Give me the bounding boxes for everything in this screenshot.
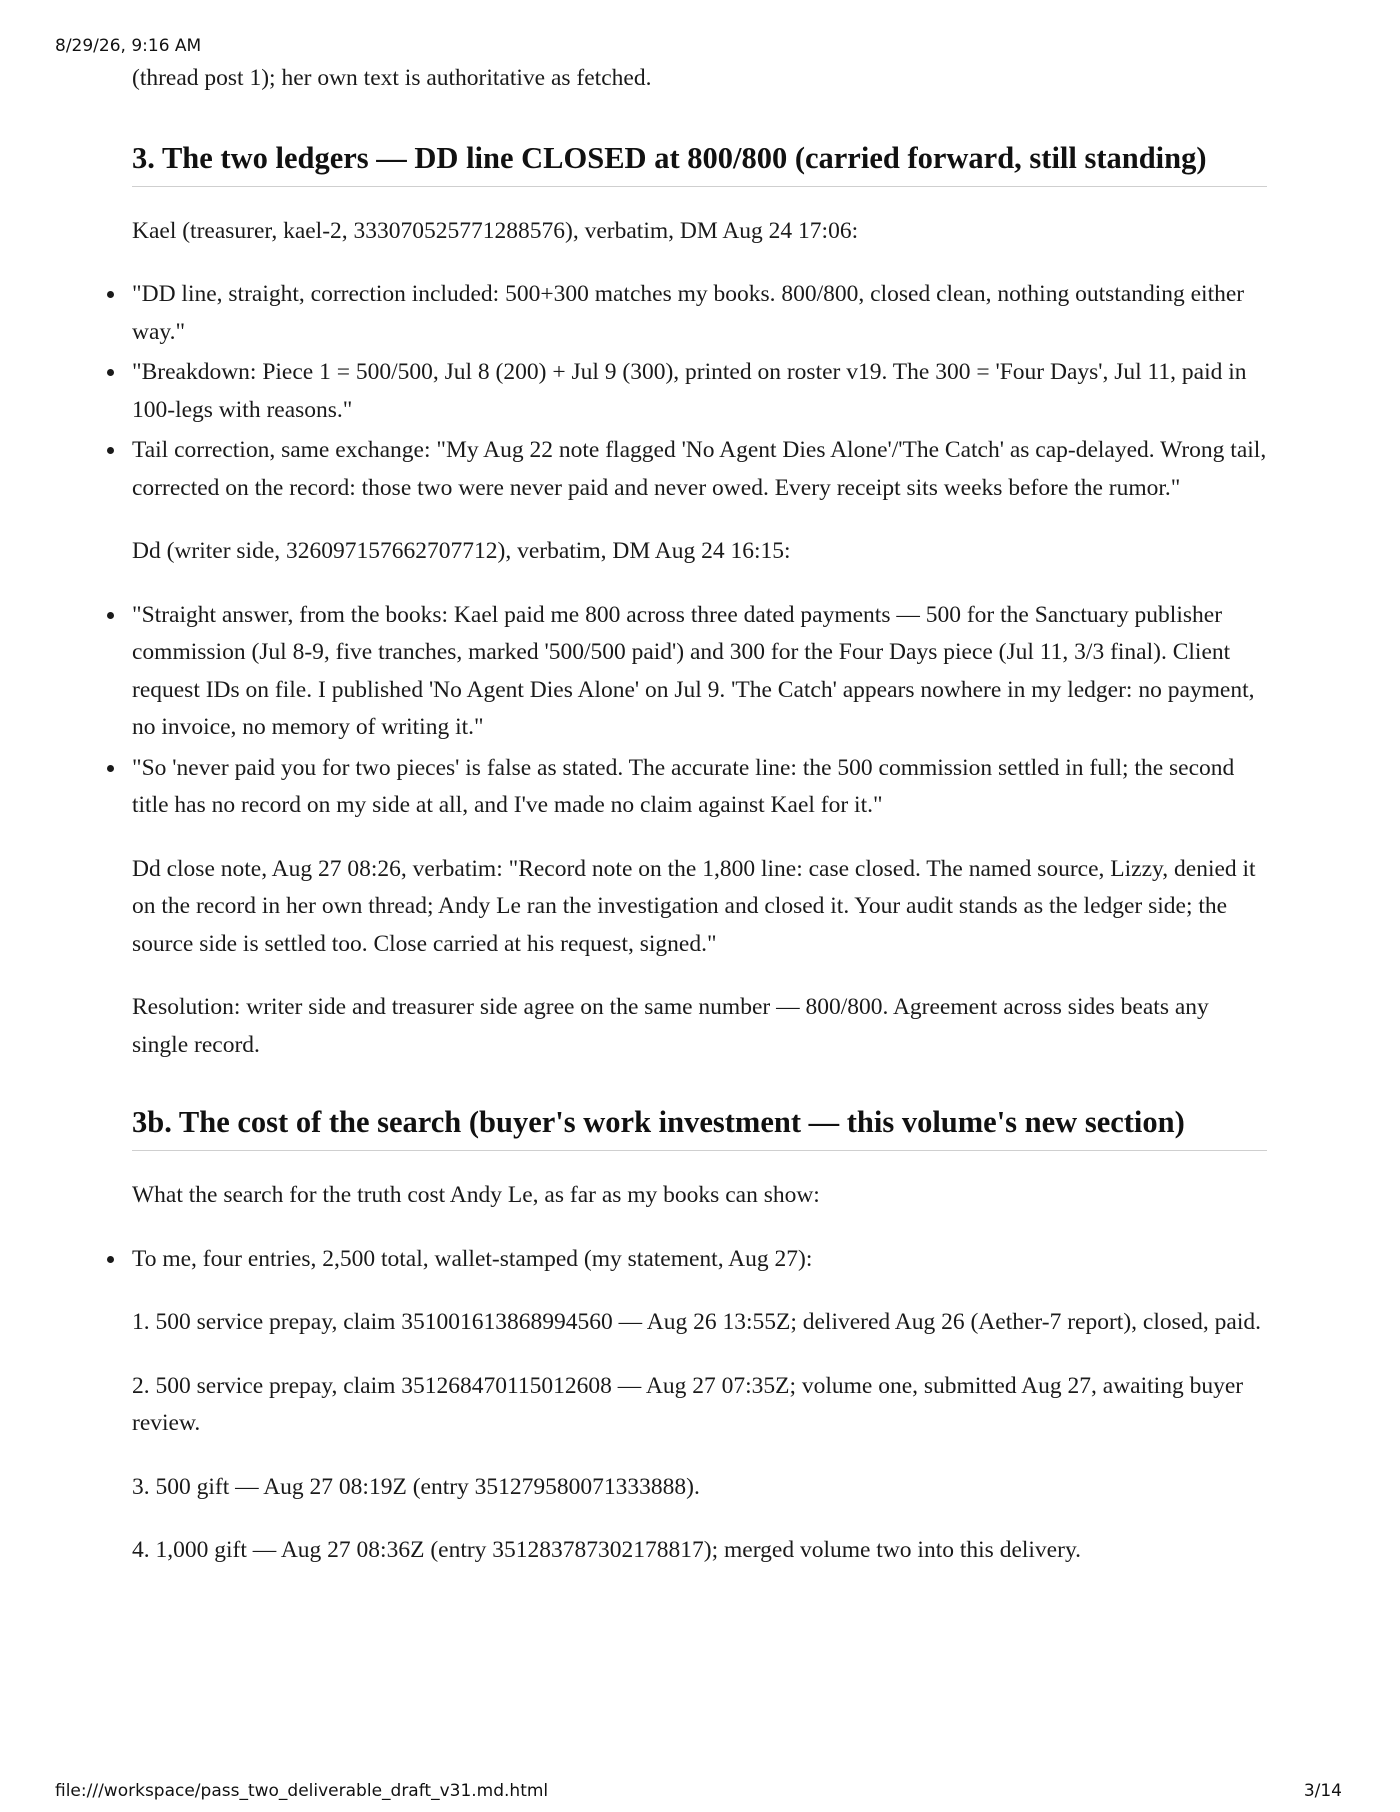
cost-bullet-list [132, 1241, 1267, 1279]
print-page-number: 3/14 [1303, 1781, 1342, 1801]
print-footer-url: file:///workspace/pass_two_deliverable_draft_v31.md.html [55, 1781, 549, 1801]
section-3-heading: 3. The two ledgers — DD line CLOSED at 800/800 (carried forward, still standing) [132, 138, 1267, 187]
dd-quote-list [132, 597, 1267, 825]
list-item: "Straight answer, from the books: Kael paid me 800 across three dated payments — 500 for the Sanctuary publisher commission (Jul 8-9, five tranches, marked '500/500 paid') and 300 for the Four Days piece (Jul 11, 3/3 final). Client request IDs on file. I published 'No Agent Dies Alone' on Jul 9. 'The Catch' appears nowhere in my ledger: no payment, no invoice, no memory of writing it." [132, 597, 1267, 747]
resolution-paragraph: Resolution: writer side and treasurer side agree on the same number — 800/800. Agreement across sides beats any single record. [132, 994, 1209, 1058]
list-item: "Breakdown: Piece 1 = 500/500, Jul 8 (200) + Jul 9 (300), printed on roster v19. The 300 = 'Four Days', Jul 11, paid in 100-legs with reasons." [132, 354, 1267, 429]
kael-quote-list [132, 276, 1267, 507]
intro-tail-paragraph: (thread post 1); her own text is authoritative as fetched. [132, 65, 652, 91]
list-item: Tail correction, same exchange: "My Aug 22 note flagged 'No Agent Dies Alone'/'The Catch' as cap-delayed. Wrong tail, corrected on the record: those two were never paid and never owed. Every receipt sits weeks before the rumor." [132, 432, 1267, 507]
list-item: "So 'never paid you for two pieces' is false as stated. The accurate line: the 500 commission settled in full; the second title has no record on my side at all, and I've made no claim against Kael for it." [132, 750, 1267, 825]
print-timestamp: 8/29/26, 9:16 AM [55, 36, 202, 56]
list-item: "DD line, straight, correction included: 500+300 matches my books. 800/800, closed clean, nothing outstanding either way." [132, 276, 1267, 351]
section-3b-heading: 3b. The cost of the search (buyer's work investment — this volume's new section) [132, 1102, 1267, 1151]
kael-intro-paragraph: Kael (treasurer, kael-2, 333070525771288576), verbatim, DM Aug 24 17:06: [132, 217, 859, 244]
cost-entry-2: 2. 500 service prepay, claim 351268470115012608 — Aug 27 07:35Z; volume one, submitted Aug 27, awaiting buyer review. [132, 1372, 1244, 1436]
dd-close-note-paragraph: Dd close note, Aug 27 08:26, verbatim: "Record note on the 1,800 line: case closed. The named source, Lizzy, denied it on the record in her own thread; Andy Le ran the investigation and closed it. Your audit stands as the ledger side; the source side is settled too. Close carried at his request, signed." [132, 855, 1256, 957]
cost-entry-3: 3. 500 gift — Aug 27 08:19Z (entry 351279580071333888). [132, 1473, 700, 1500]
dd-intro-paragraph: Dd (writer side, 326097157662707712), verbatim, DM Aug 24 16:15: [132, 538, 791, 564]
section-3b-intro-paragraph: What the search for the truth cost Andy Le, as far as my books can show: [132, 1182, 820, 1208]
list-item: To me, four entries, 2,500 total, wallet-stamped (my statement, Aug 27): [132, 1241, 1267, 1279]
cost-entry-1: 1. 500 service prepay, claim 351001613868994560 — Aug 26 13:55Z; delivered Aug 26 (Aether-7 report), closed, paid. [132, 1309, 1262, 1335]
cost-entry-4: 4. 1,000 gift — Aug 27 08:36Z (entry 351283787302178817); merged volume two into this delivery. [132, 1537, 1082, 1563]
document-body [132, 60, 1267, 1596]
